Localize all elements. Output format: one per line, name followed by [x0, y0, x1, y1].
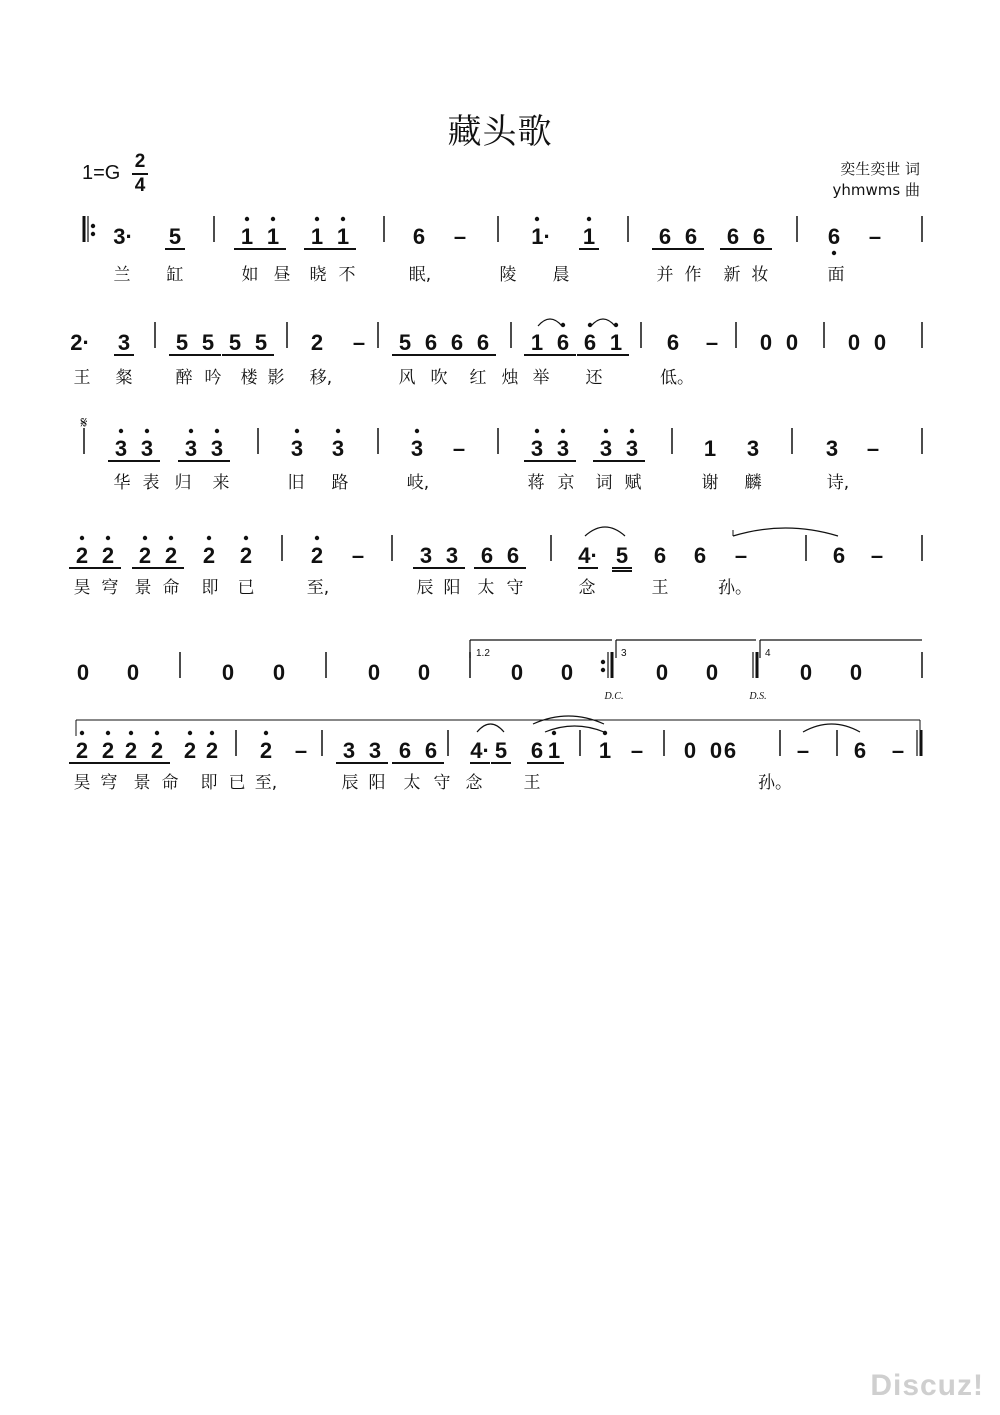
lyric-char: 王: [73, 368, 91, 388]
note: 3: [556, 436, 570, 461]
note: 3: [184, 436, 198, 461]
note: 3: [117, 330, 131, 355]
note: 6: [666, 330, 680, 355]
repeat-dot: [601, 660, 605, 664]
note: 1: [582, 224, 596, 249]
lyric-char: 楼: [240, 368, 258, 388]
lyric-char: 谢: [701, 473, 719, 493]
time-signature-top: 2: [134, 151, 146, 172]
note: 0: [76, 660, 90, 685]
forum-watermark: Discuz!: [870, 1369, 984, 1402]
lyric-char: 即: [201, 578, 219, 598]
note: 6: [556, 330, 570, 355]
note: 2: [101, 543, 115, 568]
note: 3: [210, 436, 224, 461]
note: 1: [240, 224, 254, 249]
lyric-char: 辰: [341, 773, 359, 793]
note: –: [734, 543, 748, 568]
note: 1: [703, 436, 717, 461]
note: 6: [827, 224, 841, 249]
note: 2: [202, 543, 216, 568]
lyric-char: 晓: [309, 265, 327, 285]
note: 1: [609, 330, 623, 355]
lyric-char: 归: [174, 473, 192, 493]
note: 3·: [113, 224, 133, 249]
note: 3: [530, 436, 544, 461]
dc-mark: D.C.: [604, 691, 624, 702]
note: 6: [653, 543, 667, 568]
slur-mark: [591, 319, 615, 326]
note: 3: [140, 436, 154, 461]
lyric-char: 孙。: [718, 578, 752, 598]
lyric-char: 王: [651, 578, 669, 598]
note: 6: [506, 543, 520, 568]
note: 6: [480, 543, 494, 568]
lyric-char: 阳: [443, 578, 461, 598]
note: 6: [398, 738, 412, 763]
lyric-char: 念: [578, 578, 596, 598]
song-title: 藏头歌: [447, 112, 553, 152]
lyric-char: 低。: [660, 368, 694, 388]
octave-dot-above: [587, 217, 591, 221]
note: 0: [873, 330, 887, 355]
volta-number: 3: [621, 648, 627, 659]
lyric-char: 守: [433, 773, 451, 793]
octave-dot-above: [244, 536, 248, 540]
lyric-char: 缸: [166, 265, 184, 285]
lyric-char: 眠,: [408, 265, 432, 285]
lyric-char: 太: [403, 773, 421, 793]
note: –: [891, 738, 905, 763]
note: 6: [530, 738, 544, 763]
slur-mark: [538, 319, 562, 326]
volta-number: 4: [765, 648, 771, 659]
lyric-char: 已: [237, 578, 255, 598]
lyric-char: 王: [523, 773, 541, 793]
note: 2: [101, 738, 115, 763]
repeat-dot: [601, 668, 605, 672]
lyric-char: 作: [684, 265, 702, 285]
lyric-char: 陵: [499, 265, 517, 285]
note: 6: [853, 738, 867, 763]
note: 3: [290, 436, 304, 461]
octave-dot-above: [341, 217, 345, 221]
lyric-char: 举: [532, 368, 550, 388]
note: 3: [746, 436, 760, 461]
note: 6: [752, 224, 766, 249]
lyric-char: 景: [133, 773, 151, 793]
note: 3: [625, 436, 639, 461]
note: –: [866, 436, 880, 461]
octave-dot-above: [106, 731, 110, 735]
lyric-char: 麟: [744, 473, 762, 493]
lyric-char: 醉: [175, 368, 193, 388]
lyric-char: 诗,: [826, 473, 850, 493]
octave-dot-above: [264, 731, 268, 735]
octave-dot-above: [271, 217, 275, 221]
note: 5: [175, 330, 189, 355]
note: –: [294, 738, 308, 763]
octave-dot-above: [604, 429, 608, 433]
note: 2: [205, 738, 219, 763]
octave-dot-above: [80, 536, 84, 540]
note: –: [868, 224, 882, 249]
note: 3: [342, 738, 356, 763]
note: 5: [228, 330, 242, 355]
note: 2: [75, 738, 89, 763]
lyric-char: 守: [506, 578, 524, 598]
octave-dot-above: [189, 429, 193, 433]
note: 1: [336, 224, 350, 249]
note: 0: [785, 330, 799, 355]
lyric-char: 烛: [501, 368, 519, 388]
lyric-char: 孙。: [758, 773, 792, 793]
note: 5: [168, 224, 182, 249]
lyric-char: 穹: [101, 578, 119, 598]
note: 6: [684, 224, 698, 249]
lyric-char: 并: [656, 265, 674, 285]
note: 2: [310, 330, 324, 355]
slur-mark: [477, 724, 504, 732]
note: 0: [126, 660, 140, 685]
note: –: [452, 436, 466, 461]
repeat-dot: [91, 224, 95, 228]
note: 6: [832, 543, 846, 568]
tie-mark: [733, 528, 838, 536]
lyric-char: 蒋: [527, 473, 545, 493]
octave-dot-above: [561, 429, 565, 433]
lyric-char: 粲: [115, 368, 133, 388]
note: 0: [683, 738, 697, 763]
lyric-char: 念: [465, 773, 483, 793]
lyric-char: 太: [477, 578, 495, 598]
note: 3: [825, 436, 839, 461]
note: 6: [424, 738, 438, 763]
note: 0: [655, 660, 669, 685]
note: 2·: [70, 330, 90, 355]
note: 5: [398, 330, 412, 355]
octave-dot-above: [188, 731, 192, 735]
note: 6: [476, 330, 490, 355]
octave-dot-above: [535, 429, 539, 433]
note: 3: [410, 436, 424, 461]
lyric-char: 旧: [287, 473, 305, 493]
lyric-char: 红: [469, 368, 487, 388]
lyric-char: 岐,: [406, 473, 430, 493]
lyric-char: 还: [585, 368, 603, 388]
note: 6: [424, 330, 438, 355]
note: 3: [331, 436, 345, 461]
note: 2: [124, 738, 138, 763]
octave-dot-above: [245, 217, 249, 221]
note: 1: [598, 738, 612, 763]
lyric-char: 已: [228, 773, 246, 793]
lyric-char: 赋: [624, 473, 642, 493]
lyric-char: 景: [134, 578, 152, 598]
octave-dot-above: [169, 536, 173, 540]
note: 2: [164, 543, 178, 568]
note: 6: [693, 543, 707, 568]
repeat-dot: [91, 232, 95, 236]
slur-mark: [585, 527, 625, 536]
note: 2: [150, 738, 164, 763]
note: 0: [272, 660, 286, 685]
octave-dot-above: [215, 429, 219, 433]
note: 0: [847, 330, 861, 355]
note: 0: [221, 660, 235, 685]
note: 0: [705, 660, 719, 685]
lyric-char: 面: [827, 265, 845, 285]
note: 6: [723, 738, 737, 763]
note: 0: [759, 330, 773, 355]
lyric-char: 命: [162, 578, 180, 598]
note: 0: [560, 660, 574, 685]
note: –: [870, 543, 884, 568]
key-signature: 1=G: [82, 162, 121, 184]
lyric-char: 至,: [306, 578, 330, 598]
composer-credit: yhmwms 曲: [832, 181, 920, 199]
lyric-char: 兰: [113, 265, 131, 285]
octave-dot-above: [315, 536, 319, 540]
note: 5: [615, 543, 629, 568]
note: 1·: [531, 224, 551, 249]
octave-dot-above: [415, 429, 419, 433]
octave-dot-above: [80, 731, 84, 735]
note: 2: [75, 543, 89, 568]
note: –: [453, 224, 467, 249]
octave-dot-above: [535, 217, 539, 221]
lyric-char: 影: [267, 368, 285, 388]
note: 0: [367, 660, 381, 685]
note: –: [352, 330, 366, 355]
note: 6: [450, 330, 464, 355]
note: 0: [799, 660, 813, 685]
octave-dot-above: [155, 731, 159, 735]
lyric-char: 阳: [368, 773, 386, 793]
note: 2: [310, 543, 324, 568]
octave-dot-above: [119, 429, 123, 433]
lyric-char: 晨: [552, 265, 570, 285]
octave-dot-below: [832, 251, 836, 255]
time-signature-bottom: 4: [134, 175, 146, 196]
lyric-char: 即: [200, 773, 218, 793]
note: 6: [412, 224, 426, 249]
lyric-char: 吹: [430, 368, 448, 388]
note: 2: [239, 543, 253, 568]
lyric-char: 移,: [309, 368, 333, 388]
volta-number: 1.2: [476, 648, 490, 659]
octave-dot-above: [210, 731, 214, 735]
octave-dot-above: [552, 731, 556, 735]
note: 1: [310, 224, 324, 249]
lyricist-credit: 奕生奕世 词: [840, 160, 920, 178]
lyric-char: 至,: [254, 773, 278, 793]
lyric-char: 京: [557, 473, 575, 493]
octave-dot-above: [295, 429, 299, 433]
octave-dot-above: [129, 731, 133, 735]
octave-dot-above: [336, 429, 340, 433]
note: –: [630, 738, 644, 763]
note: 3: [114, 436, 128, 461]
note: 1: [547, 738, 561, 763]
note: 0: [510, 660, 524, 685]
octave-dot-above: [630, 429, 634, 433]
note: 4·: [578, 543, 598, 568]
octave-dot-above: [143, 536, 147, 540]
note: 0: [417, 660, 431, 685]
lyric-char: 命: [161, 773, 179, 793]
note: 1: [530, 330, 544, 355]
octave-dot-above: [145, 429, 149, 433]
lyric-char: 新: [723, 265, 741, 285]
ds-mark: D.S.: [749, 691, 767, 702]
lyric-char: 表: [142, 473, 160, 493]
note: 5: [201, 330, 215, 355]
tie-mark: [803, 724, 860, 732]
note: 4·: [470, 738, 490, 763]
lyric-char: 词: [595, 473, 613, 493]
note: 2: [259, 738, 273, 763]
octave-dot-above: [207, 536, 211, 540]
note: 6: [583, 330, 597, 355]
note: 2: [138, 543, 152, 568]
note: 3: [599, 436, 613, 461]
note: –: [351, 543, 365, 568]
lyric-char: 如: [241, 265, 259, 285]
lyric-char: 华: [113, 473, 131, 493]
lyric-char: 来: [212, 473, 230, 493]
octave-dot-above: [106, 536, 110, 540]
note: 6: [658, 224, 672, 249]
lyric-char: 昊: [73, 578, 91, 598]
note: 3: [419, 543, 433, 568]
note: 1: [266, 224, 280, 249]
lyric-char: 不: [338, 265, 356, 285]
octave-dot-above: [315, 217, 319, 221]
lyric-char: 妆: [751, 265, 769, 285]
note: 5: [494, 738, 508, 763]
lyric-char: 路: [331, 473, 349, 493]
segno-sign: 𝄋: [80, 413, 88, 432]
lyric-char: 辰: [416, 578, 434, 598]
note: 6: [726, 224, 740, 249]
lyric-char: 吟: [204, 368, 222, 388]
note: 0: [849, 660, 863, 685]
note: 5: [254, 330, 268, 355]
note: –: [796, 738, 810, 763]
lyric-char: 风: [398, 368, 416, 388]
lyric-char: 昼: [273, 265, 291, 285]
note: 0: [709, 738, 723, 763]
note: 3: [368, 738, 382, 763]
note: –: [705, 330, 719, 355]
note: 2: [183, 738, 197, 763]
note: 3: [445, 543, 459, 568]
lyric-char: 昊: [73, 773, 91, 793]
lyric-char: 穹: [100, 773, 118, 793]
